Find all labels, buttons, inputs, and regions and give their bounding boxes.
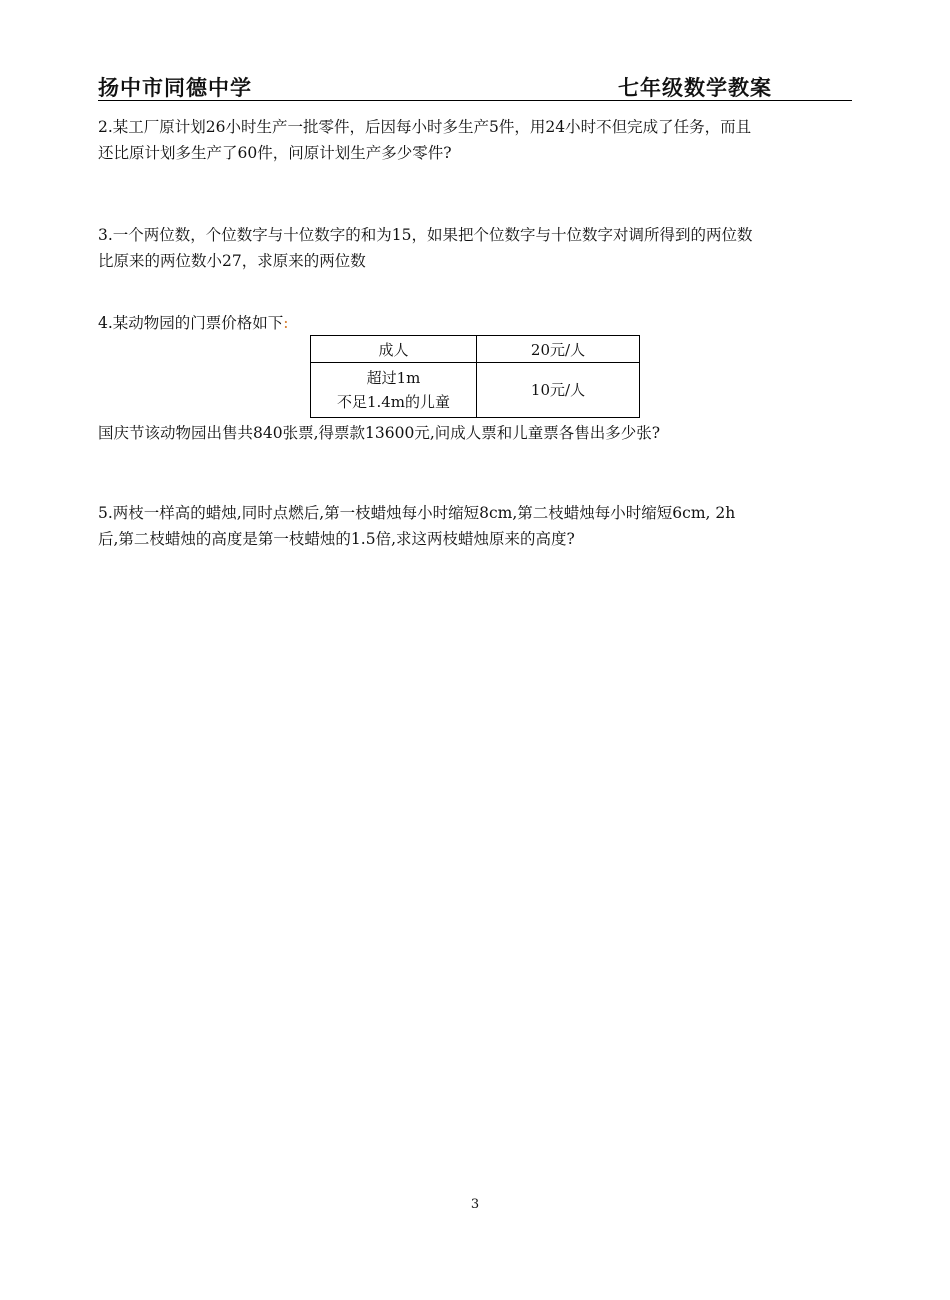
table-row	[311, 363, 640, 418]
ticket-price-table	[310, 335, 640, 418]
table-cell-category: 成人	[311, 336, 477, 363]
table-cell-price: 20元/人	[477, 336, 640, 363]
category-line-2: 不足1.4m的儿童	[336, 393, 451, 411]
page-header	[98, 70, 852, 101]
school-name: 扬中市同德中学	[98, 76, 252, 100]
question-5	[98, 500, 858, 552]
question-5-line-1: 5.两枝一样高的蜡烛,同时点燃后,第一枝蜡烛每小时缩短8cm,第二枝蜡烛每小时缩短6cm, 2h	[98, 504, 736, 522]
question-4-intro: 4.某动物园的门票价格如下	[98, 314, 284, 332]
question-4-follow-up: 国庆节该动物园出售共840张票,得票款13600元,问成人票和儿童票各售出多少张?	[98, 424, 661, 442]
question-3-line-1: 3.一个两位数，个位数字与十位数字的和为15，如果把个位数字与十位数字对调所得到的两位数	[98, 226, 753, 244]
course-title: 七年级数学教案	[618, 76, 772, 100]
question-4-colon: :	[283, 314, 289, 332]
table-cell-price: 10元/人	[477, 363, 640, 418]
question-2	[98, 114, 858, 166]
table-cell-category	[311, 363, 477, 418]
question-3-line-2: 比原来的两位数小27，求原来的两位数	[98, 252, 366, 270]
page-number: 3	[470, 1197, 480, 1212]
category-line-1: 超过1m	[366, 369, 421, 387]
question-4	[98, 310, 858, 336]
table-row	[311, 336, 640, 363]
question-5-line-2: 后,第二枝蜡烛的高度是第一枝蜡烛的1.5倍,求这两枝蜡烛原来的高度?	[98, 530, 575, 548]
question-2-line-1: 2.某工厂原计划26小时生产一批零件，后因每小时多生产5件，用24小时不但完成了任务，而且	[98, 118, 752, 136]
question-2-line-2: 还比原计划多生产了60件，问原计划生产多少零件?	[98, 144, 452, 162]
question-3	[98, 222, 858, 274]
